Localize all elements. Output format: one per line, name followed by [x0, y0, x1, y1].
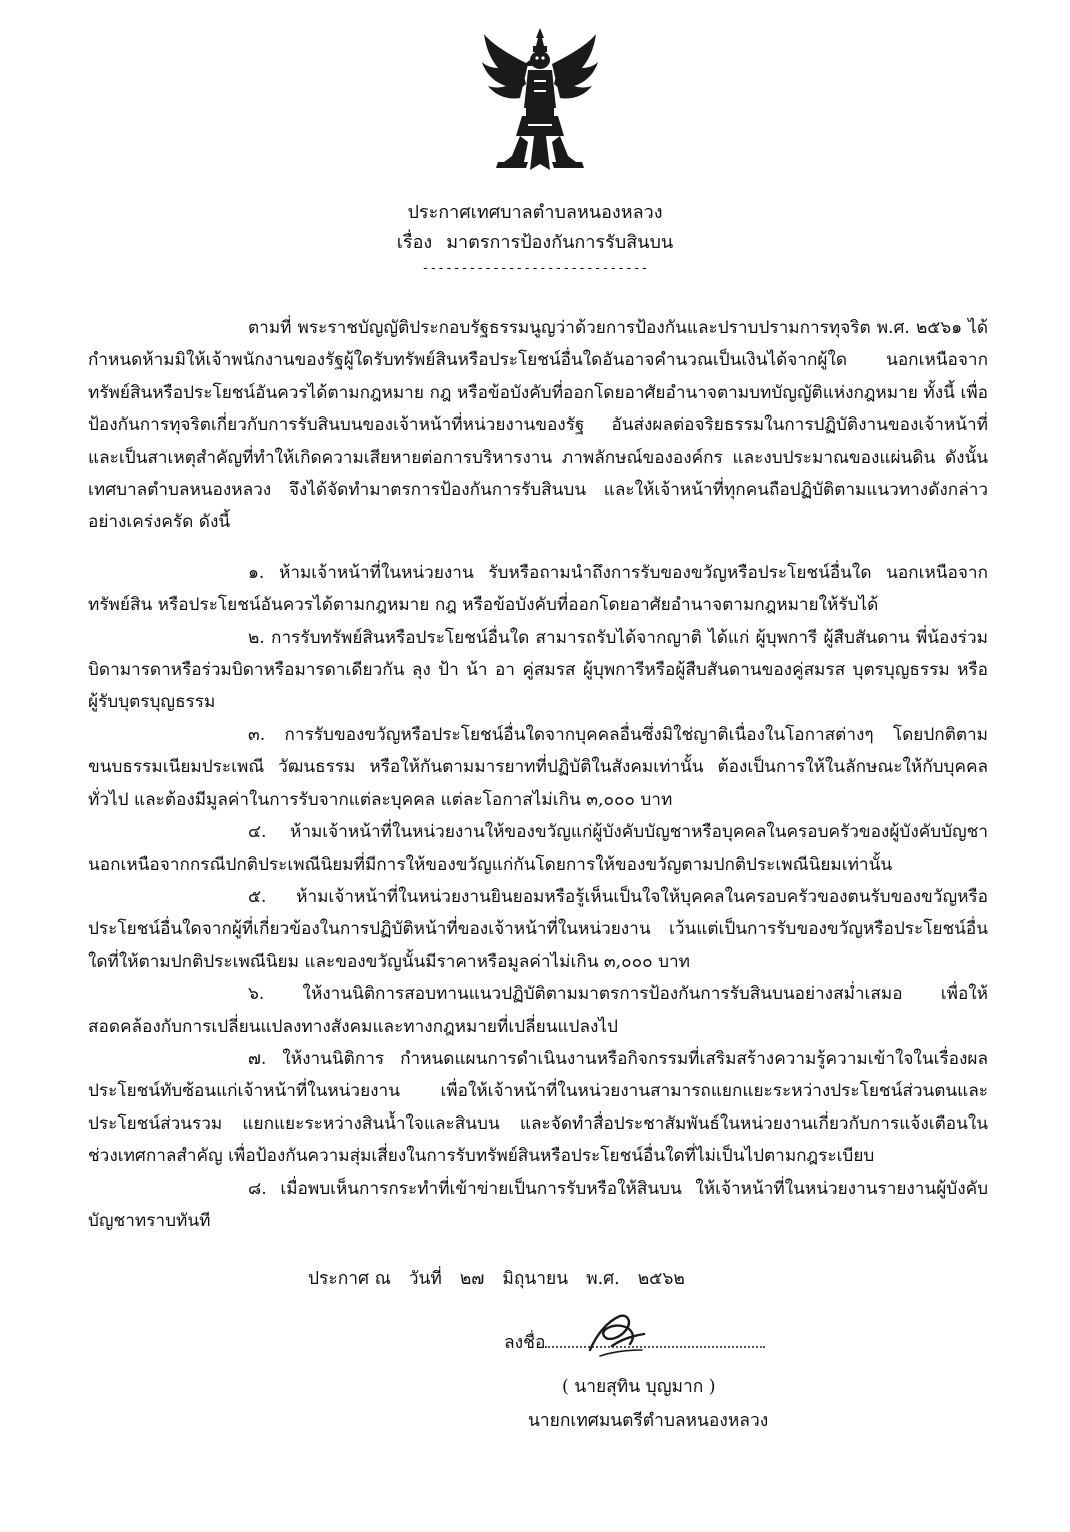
subject-label: เรื่อง	[396, 232, 433, 253]
document-subject-line	[0, 228, 1070, 258]
document-header	[0, 198, 1070, 280]
announcement-date	[308, 1264, 685, 1292]
measure-item-5: ๕. ห้ามเจ้าหน้าที่ในหน่วยงานยินยอมหรือรู้เห็นเป็นใจให้บุคคลในครอบครัวของตนรับของขวัญหรือประโยชน์อื่นใดจากผู้ที่เกี่ยวข้องในการปฏิบัติหน้าที่ของเจ้าหน้าที่ในหน่วยงาน เว้นแต่เป็นการรับของขวัญหรือประโยชน์อื่นใดที่ให้ตามปกติประเพณีนิยม และของขวัญนั้นมีราคาหรือมูลค่าไม่เกิน ๓,๐๐๐ บาท	[88, 886, 988, 972]
measure-item-6: ๖. ให้งานนิติการสอบทานแนวปฏิบัติตามมาตรการป้องกันการรับสินบนอย่างสม่ำเสมอ เพื่อให้สอดคล้องกับการเปลี่ยนแปลงทางสังคมและทางกฎหมายที่เปลี่ยนแปลงไป	[88, 984, 988, 1037]
day-label: วันที่	[408, 1269, 442, 1289]
document-title: ประกาศเทศบาลตำบลหนองหลวง	[407, 202, 663, 223]
day-value: ๒๗	[459, 1269, 485, 1289]
year-value: ๒๕๖๒	[637, 1269, 685, 1289]
signer-name: ( นายสุทิน บุญมาก )	[562, 1377, 716, 1397]
measure-item-7: ๗. ให้งานนิติการ กำหนดแผนการดำเนินงานหรือกิจกรรมที่เสริมสร้างความรู้ความเข้าใจในเรื่องผลประโยชน์ทับซ้อนแก่เจ้าหน้าที่ในหน่วยงาน เพื่อให้เจ้าหน้าที่ในหน่วยงานสามารถแยกแยะระหว่างประโยชน์ส่วนตนและประโยชน์ส่วนรวม แยกแยะระหว่างสินน้ำใจและสินบน และจัดทำสื่อประชาสัมพันธ์ในหน่วยงานเกี่ยวกับการแจ้งเตือนในช่วงเทศกาลสำคัญ เพื่อป้องกันความสุ่มเสี่ยงในการรับทรัพย์สินหรือประโยชน์อื่นใดที่ไม่เป็นไปตามกฎระเบียบ	[88, 1048, 988, 1167]
document-subject: มาตรการป้องกันการรับสินบน	[446, 232, 674, 253]
header-divider: -----------------------------	[421, 261, 649, 276]
year-label: พ.ศ.	[586, 1269, 620, 1289]
measure-item-3: ๓. การรับของขวัญหรือประโยชน์อื่นใดจากบุคคลอื่นซึ่งมิใช่ญาติเนื่องในโอกาสต่างๆ โดยปกติตามขนบธรรมเนียมประเพณี วัฒนธรรม หรือให้กันตามมารยาทที่ปฏิบัติในสังคมเท่านั้น ต้องเป็นการให้ในลักษณะให้กับบุคคลทั่วไป และต้องมีมูลค่าในการรับจากแต่ละบุคคล แต่ละโอกาสไม่เกิน ๓,๐๐๐ บาท	[88, 724, 988, 810]
handwritten-signature-icon	[582, 1306, 652, 1366]
garuda-emblem-icon	[478, 24, 602, 176]
sign-label: ลงชื่อ	[504, 1333, 546, 1353]
measure-item-1: ๑. ห้ามเจ้าหน้าที่ในหน่วยงาน รับหรือถามนำถึงการรับของขวัญหรือประโยชน์อื่นใด นอกเหนือจากทรัพย์สิน หรือประโยชน์อันควรได้ตามกฎหมาย กฎ หรือข้อบังคับที่ออกโดยอาศัยอำนาจตามกฎหมายให้รับได้	[88, 562, 988, 616]
measure-item-8: ๘. เมื่อพบเห็นการกระทำที่เข้าข่ายเป็นการรับหรือให้สินบน ให้เจ้าหน้าที่ในหน่วยงานรายงานผู้บังคับบัญชาทราบทันที	[88, 1178, 988, 1231]
signer-position: นายกเทศมนตรีตำบลหนองหลวง	[528, 1411, 769, 1431]
announced-at-label: ประกาศ ณ	[308, 1269, 391, 1289]
document-body	[88, 312, 988, 1237]
month-value: มิถุนายน	[502, 1269, 569, 1289]
measure-item-4: ๔. ห้ามเจ้าหน้าที่ในหน่วยงานให้ของขวัญแก่ผู้บังคับบัญชาหรือบุคคลในครอบครัวของผู้บังคับบัญชานอกเหนือจากกรณีปกติประเพณีนิยมที่มีการให้ของขวัญแก่กันโดยการให้ของขวัญตามปกติประเพณีนิยมเท่านั้น	[88, 822, 988, 875]
signature-line	[545, 1328, 765, 1348]
measure-item-2: ๒. การรับทรัพย์สินหรือประโยชน์อื่นใด สามารถรับได้จากญาติ ได้แก่ ผู้บุพการี ผู้สืบสันดาน พี่น้องร่วมบิดามารดาหรือร่วมบิดาหรือมารดาเดียวกัน ลุง ป้า น้า อา คู่สมรส ผู้บุพการีหรือผู้สืบสันดานของคู่สมรส บุตรบุญธรรม หรือผู้รับบุตรบุญธรรม	[88, 627, 988, 713]
intro-paragraph: ตามที่ พระราชบัญญัติประกอบรัฐธรรมนูญว่าด้วยการป้องกันและปราบปรามการทุจริต พ.ศ. ๒๕๖๑ ได้กำหนดห้ามมิให้เจ้าพนักงานของรัฐผู้ใดรับทรัพย์สินหรือประโยชน์อื่นใดอันอาจคำนวณเป็นเงินได้จากผู้ใด นอกเหนือจากทรัพย์สินหรือประโยชน์อันควรได้ตามกฎหมาย กฎ หรือข้อบังคับที่ออกโดยอาศัยอำนาจตามบทบัญญัติแห่งกฎหมาย ทั้งนี้ เพื่อป้องกันการทุจริตเกี่ยวกับการรับสินบนของเจ้าหน้าที่หน่วยงานของรัฐ อันส่งผลต่อจริยธรรมในการปฏิบัติงานของเจ้าหน้าที่ และเป็นสาเหตุสำคัญที่ทำให้เกิดความเสียหายต่อการบริหารงาน ภาพลักษณ์ขององค์กร และงบประมาณของแผ่นดิน ดังนั้น เทศบาลตำบลหนองหลวง จึงได้จัดทำมาตรการป้องกันการรับสินบน และให้เจ้าหน้าที่ทุกคนถือปฏิบัติตามแนวทางดังกล่าวอย่างเคร่งครัด ดังนี้	[88, 318, 988, 533]
